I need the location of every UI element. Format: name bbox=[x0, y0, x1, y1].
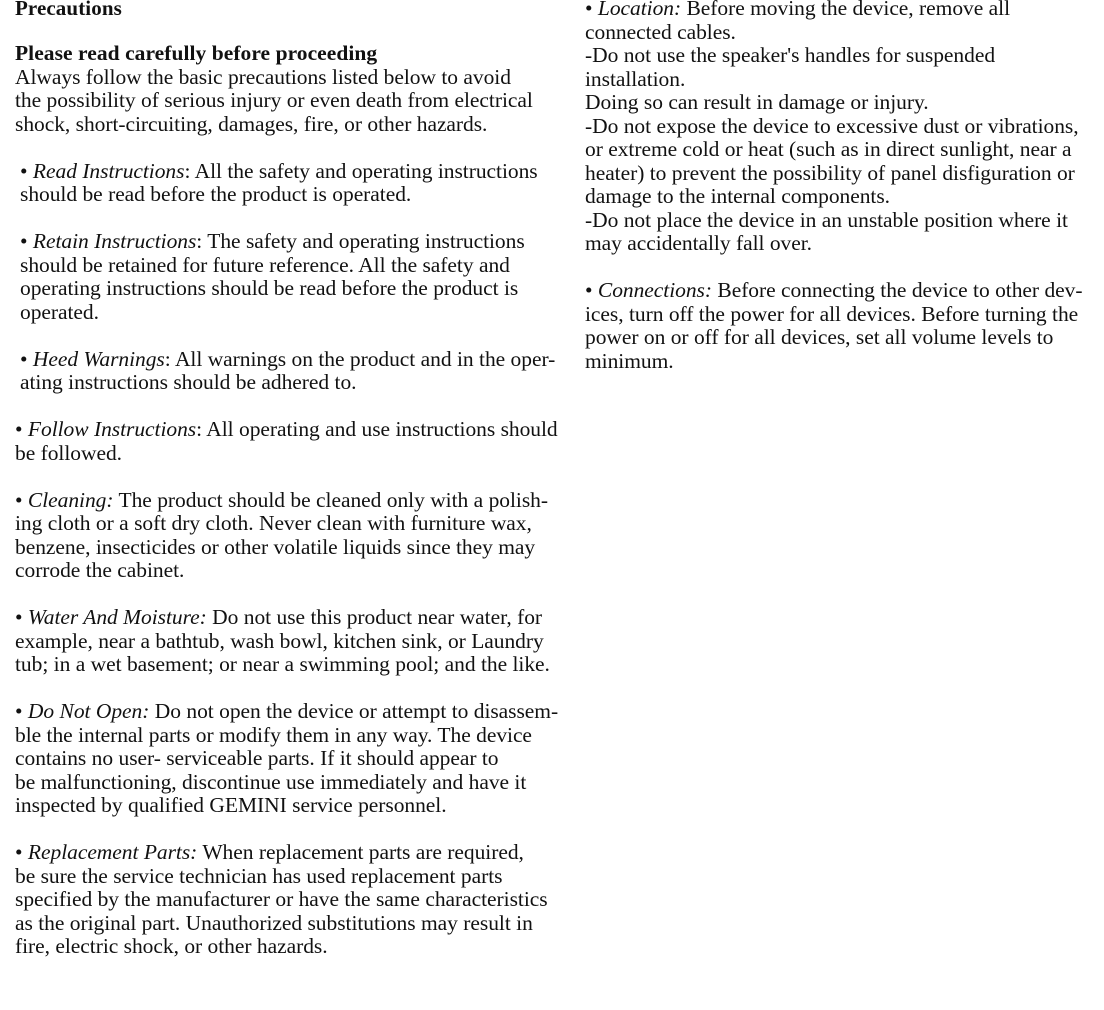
spacer bbox=[15, 583, 577, 607]
precaution-line: installation. bbox=[585, 66, 686, 91]
precaution-line: operated. bbox=[20, 299, 99, 324]
precaution-line: corrode the cabinet. bbox=[15, 558, 185, 582]
bullet-marker: • bbox=[15, 487, 23, 512]
precaution-line: -Do not expose the device to excessive dust or vibrations, bbox=[585, 113, 1079, 138]
precaution-line: ating instructions should be adhered to. bbox=[20, 370, 357, 394]
precaution-line: Before moving the device, remove all bbox=[681, 0, 1010, 20]
precaution-line: heater) to prevent the possibility of panel disfiguration or bbox=[585, 160, 1075, 185]
precaution-line: damage to the internal components. bbox=[585, 184, 890, 208]
precaution-line: connected cables. bbox=[585, 19, 736, 44]
precaution-line: contains no user- serviceable parts. If it should appear to bbox=[15, 746, 499, 770]
precaution-label: Location: bbox=[597, 0, 682, 20]
bullet-marker: • bbox=[20, 229, 28, 253]
right-column bbox=[585, 0, 1100, 373]
precaution-line: as the original part. Unauthorized substitutions may result in bbox=[15, 910, 533, 935]
precaution-line: example, near a bathtub, wash bowl, kitchen sink, or Laundry bbox=[15, 628, 544, 653]
precaution-line: -Do not place the device in an unstable position where it bbox=[585, 207, 1068, 232]
spacer bbox=[15, 465, 577, 489]
precaution-item bbox=[15, 418, 577, 465]
bullet-marker: • bbox=[15, 699, 23, 723]
precaution-label: Read Instructions bbox=[32, 158, 185, 183]
precaution-item bbox=[585, 0, 1100, 256]
precaution-line: be followed. bbox=[15, 440, 122, 465]
bullet-marker: • bbox=[15, 605, 23, 629]
precaution-line: minimum. bbox=[585, 348, 674, 373]
precaution-label: Retain Instructions bbox=[32, 229, 197, 253]
precaution-line: The product should be cleaned only with a polish- bbox=[113, 487, 548, 512]
precaution-line: specified by the manufacturer or have the same characteristics bbox=[15, 887, 548, 911]
precaution-label: Water And Moisture: bbox=[27, 605, 207, 629]
precaution-label-suffix: : bbox=[196, 229, 203, 253]
precaution-line: When replacement parts are required, bbox=[197, 840, 524, 864]
precaution-line: be malfunctioning, discontinue use immediately and have it bbox=[15, 769, 527, 794]
precaution-label: Follow Instructions bbox=[27, 417, 197, 441]
precaution-line: may accidentally fall over. bbox=[585, 231, 812, 255]
precaution-line: All the safety and operating instructions bbox=[190, 158, 538, 183]
spacer bbox=[15, 324, 577, 348]
precaution-item bbox=[15, 700, 577, 818]
bullet-marker: • bbox=[15, 417, 23, 441]
precaution-label-suffix: : bbox=[164, 346, 171, 371]
precaution-line: ices, turn off the power for all devices. Before turning the bbox=[585, 301, 1079, 326]
precaution-label-suffix: : bbox=[184, 158, 191, 183]
precaution-line: -Do not use the speaker's handles for suspended bbox=[585, 43, 996, 67]
precaution-line: ing cloth or a soft dry cloth. Never clean with furniture wax, bbox=[15, 511, 532, 535]
precaution-line: operating instructions should be read before the product is bbox=[20, 276, 519, 300]
precaution-item bbox=[15, 160, 577, 207]
precaution-item bbox=[15, 606, 577, 677]
precaution-line: All operating and use instructions should bbox=[202, 417, 558, 441]
precaution-line: ble the internal parts or modify them in any way. The device bbox=[15, 722, 532, 747]
precaution-line: tub; in a wet basement; or near a swimming pool; and the like. bbox=[15, 652, 550, 676]
precaution-line: inspected by qualified GEMINI service personnel. bbox=[15, 793, 447, 817]
precaution-line: be sure the service technician has used replacement parts bbox=[15, 863, 503, 888]
spacer bbox=[15, 136, 577, 160]
spacer bbox=[15, 818, 577, 842]
precaution-line: The safety and operating instructions bbox=[202, 229, 525, 253]
precaution-label: Heed Warnings bbox=[32, 346, 165, 371]
intro-paragraph bbox=[15, 66, 577, 137]
spacer bbox=[15, 207, 577, 231]
precaution-label-suffix: : bbox=[196, 417, 203, 441]
section-subheading: Please read carefully before proceeding bbox=[15, 41, 378, 65]
precaution-label: Connections: bbox=[597, 278, 712, 302]
left-column bbox=[15, 0, 577, 959]
precaution-line: should be read before the product is operated. bbox=[20, 182, 412, 206]
precaution-line: All warnings on the product and in the oper- bbox=[170, 346, 556, 371]
bullet-marker: • bbox=[585, 278, 593, 302]
bullet-marker: • bbox=[20, 346, 28, 371]
spacer bbox=[585, 256, 1100, 280]
page-title: Precautions bbox=[15, 0, 122, 20]
precaution-line: benzene, insecticides or other volatile liquids since they may bbox=[15, 534, 536, 559]
precaution-line: should be retained for future reference. All the safety and bbox=[20, 252, 510, 277]
precaution-label: Do Not Open: bbox=[27, 699, 150, 723]
spacer bbox=[15, 395, 577, 419]
intro-line-1: Always follow the basic precautions listed below to avoid bbox=[15, 64, 511, 89]
precaution-label: Replacement Parts: bbox=[27, 840, 198, 864]
spacer bbox=[15, 19, 577, 42]
bullet-marker: • bbox=[20, 158, 28, 183]
precaution-line: fire, electric shock, or other hazards. bbox=[15, 934, 328, 958]
bullet-marker: • bbox=[15, 840, 23, 864]
precaution-line: power on or off for all devices, set all volume levels to bbox=[585, 325, 1054, 349]
intro-line-3: shock, short-circuiting, damages, fire, or other hazards. bbox=[15, 111, 488, 136]
precaution-item bbox=[15, 230, 577, 324]
bullet-marker: • bbox=[585, 0, 593, 20]
precaution-item bbox=[15, 348, 577, 395]
precaution-item bbox=[585, 279, 1100, 373]
precaution-item bbox=[15, 841, 577, 959]
precaution-line: or extreme cold or heat (such as in direct sunlight, near a bbox=[585, 137, 1072, 161]
precaution-line: Doing so can result in damage or injury. bbox=[585, 90, 929, 114]
spacer bbox=[15, 677, 577, 701]
precaution-label: Cleaning: bbox=[27, 487, 114, 512]
precaution-item bbox=[15, 489, 577, 583]
precaution-line: Before connecting the device to other dev- bbox=[711, 278, 1083, 302]
precaution-line: Do not use this product near water, for bbox=[206, 605, 543, 629]
precaution-line: Do not open the device or attempt to disassem- bbox=[149, 699, 559, 723]
intro-line-2: the possibility of serious injury or even death from electrical bbox=[15, 88, 533, 112]
